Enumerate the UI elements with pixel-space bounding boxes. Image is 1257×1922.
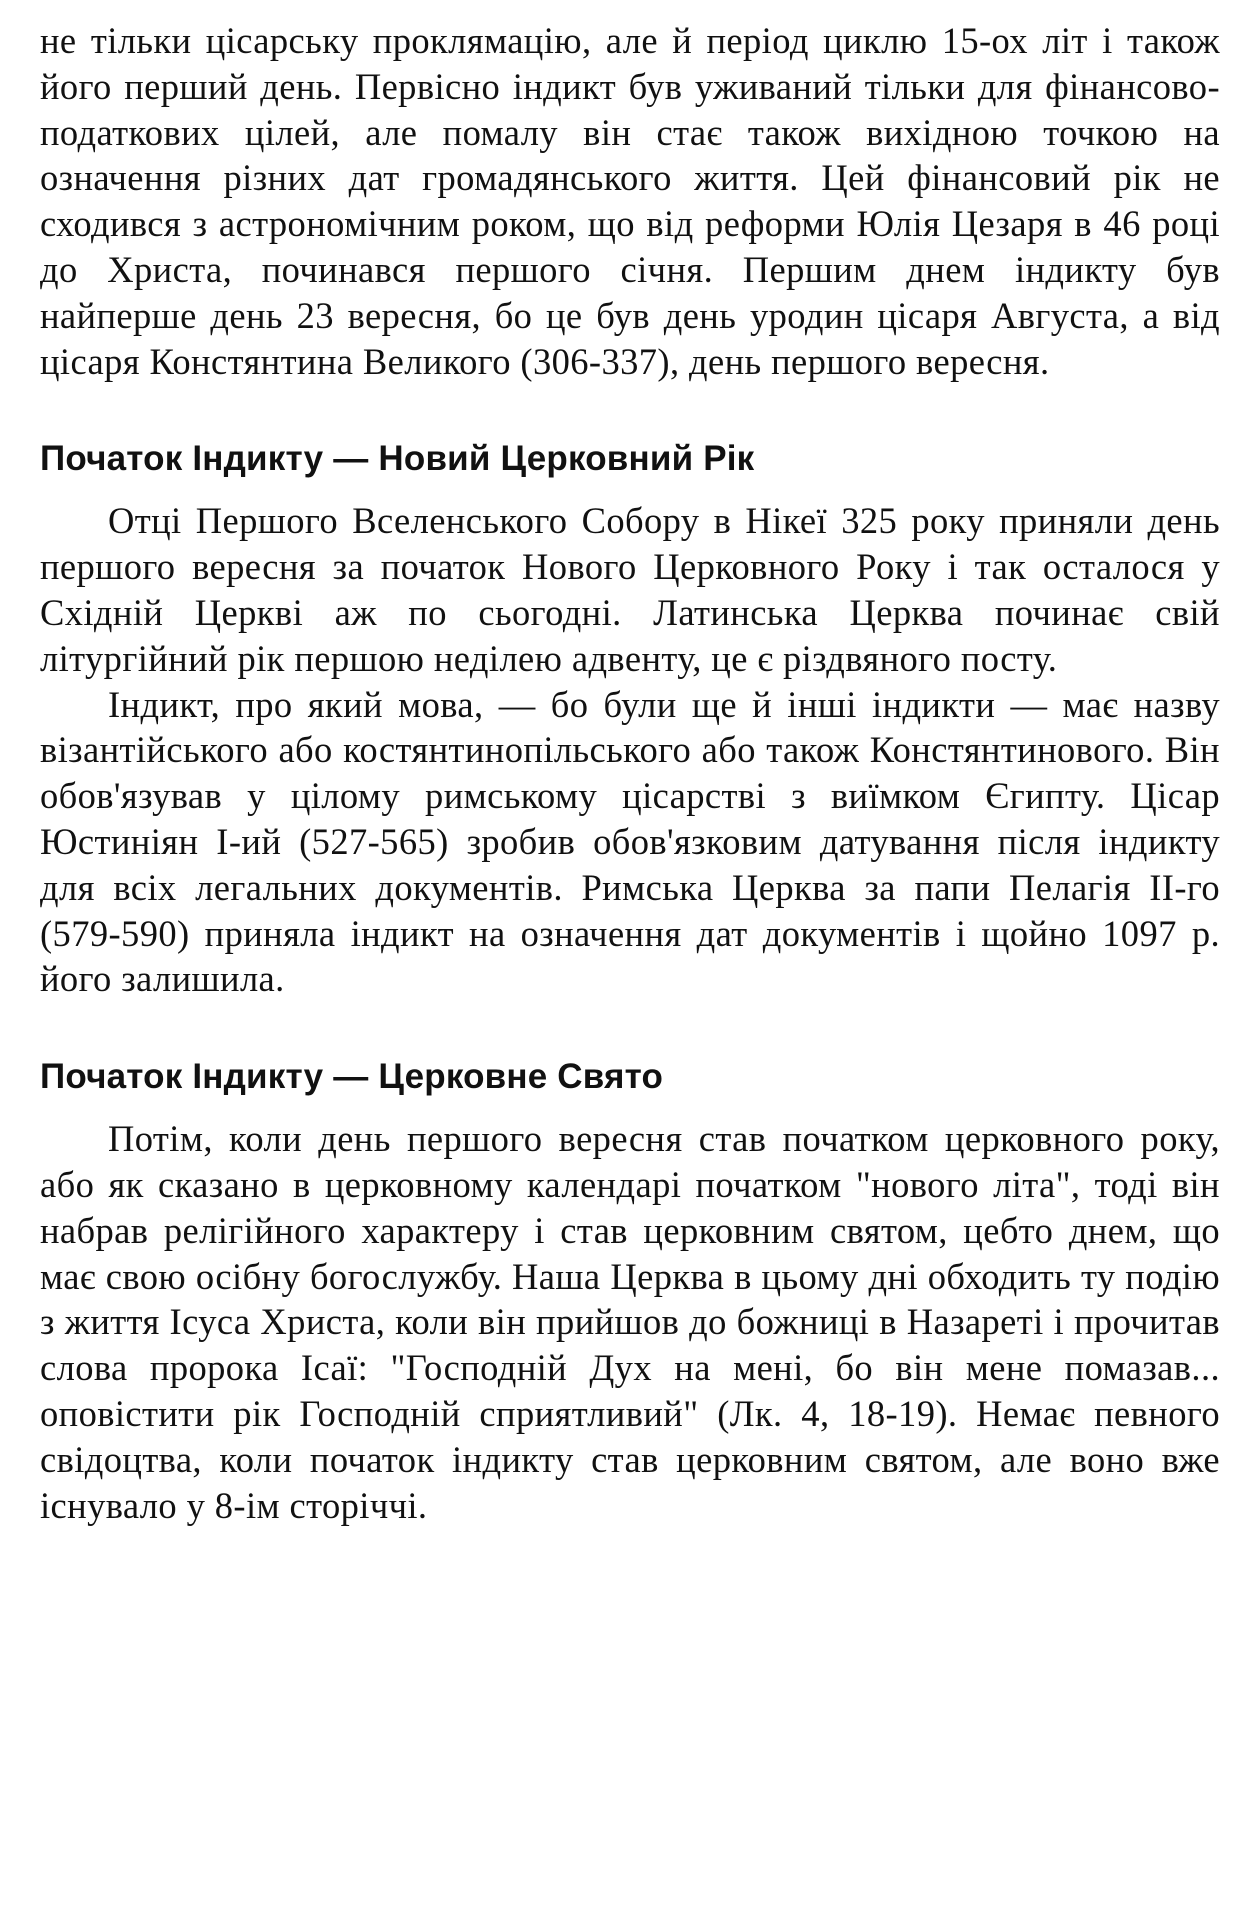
section-heading-church-feast: Початок Індикту — Церковне Свято (40, 1057, 664, 1097)
document-page (40, 18, 1220, 1528)
paragraph-nicaea-council: Отці Першого Вселенського Собору в Нікеї 325 року приняли день першого вересня за початок Нового Церковного Року і так осталося у Східній Церкві аж по сьогодні. Латинська Церква починає свій літургійний рік першою неділею адвенту, це є різдвяного посту. (40, 500, 1220, 679)
intro-paragraph: не тільки цісарську проклямацію, але й період циклю 15-ох літ і також його перший день. Первісно індикт був уживаний тільки для фінансово-податкових цілей, але помалу він стає також вихідною точкою на означення різних дат громадянського життя. Цей фінансовий рік не сходився з астрономічним роком, що від реформи Юлія Цезаря в 46 році до Христа, починався першого січня. Першим днем індикту був найперше день 23 вересня, бо це був день уродин цісаря Августа, а від цісаря Констянтина Великого (306-337), день першого вересня. (40, 20, 1220, 382)
section-spacer (40, 384, 1220, 436)
section-spacer (40, 1002, 1220, 1054)
paragraph-church-feast: Потім, коли день першого вересня став початком церковного року, або як сказано в церковному календарі початком "нового літа", тоді він набрав релігійного характеру і став церковним святом, цебто днем, що має свою осібну богослужбу. Наша Церква в цьому дні обходить ту подію з життя Ісуса Христа, коли він прийшов до божниці в Назареті і прочитав слова пророка Ісаї: "Господній Дух на мені, бо він мене помазав... оповістити рік Господній сприятливий" (Лк. 4, 18-19). Немає певного свідоцтва, коли початок індикту став церковним святом, але воно вже існувало у 8-ім сторіччі. (40, 1118, 1220, 1526)
heading-spacer (40, 482, 1220, 498)
section-heading-new-church-year: Початок Індикту — Новий Церковний Рік (40, 439, 755, 479)
heading-spacer (40, 1100, 1220, 1116)
paragraph-indiction-types: Індикт, про який мова, — бо були ще й інші індикти — має назву візантійського або костянтинопільського або також Констянтинового. Він обов'язував у цілому римському цісарстві з виїмком Єгипту. Цісар Юстиніян І-ий (527-565) зробив обов'язковим датування після індикту для всіх легальних документів. Римська Церква за папи Пелагія ІІ-го (579-590) приняла індикт на означення дат документів і щойно 1097 р. його залишила. (40, 683, 1220, 1000)
